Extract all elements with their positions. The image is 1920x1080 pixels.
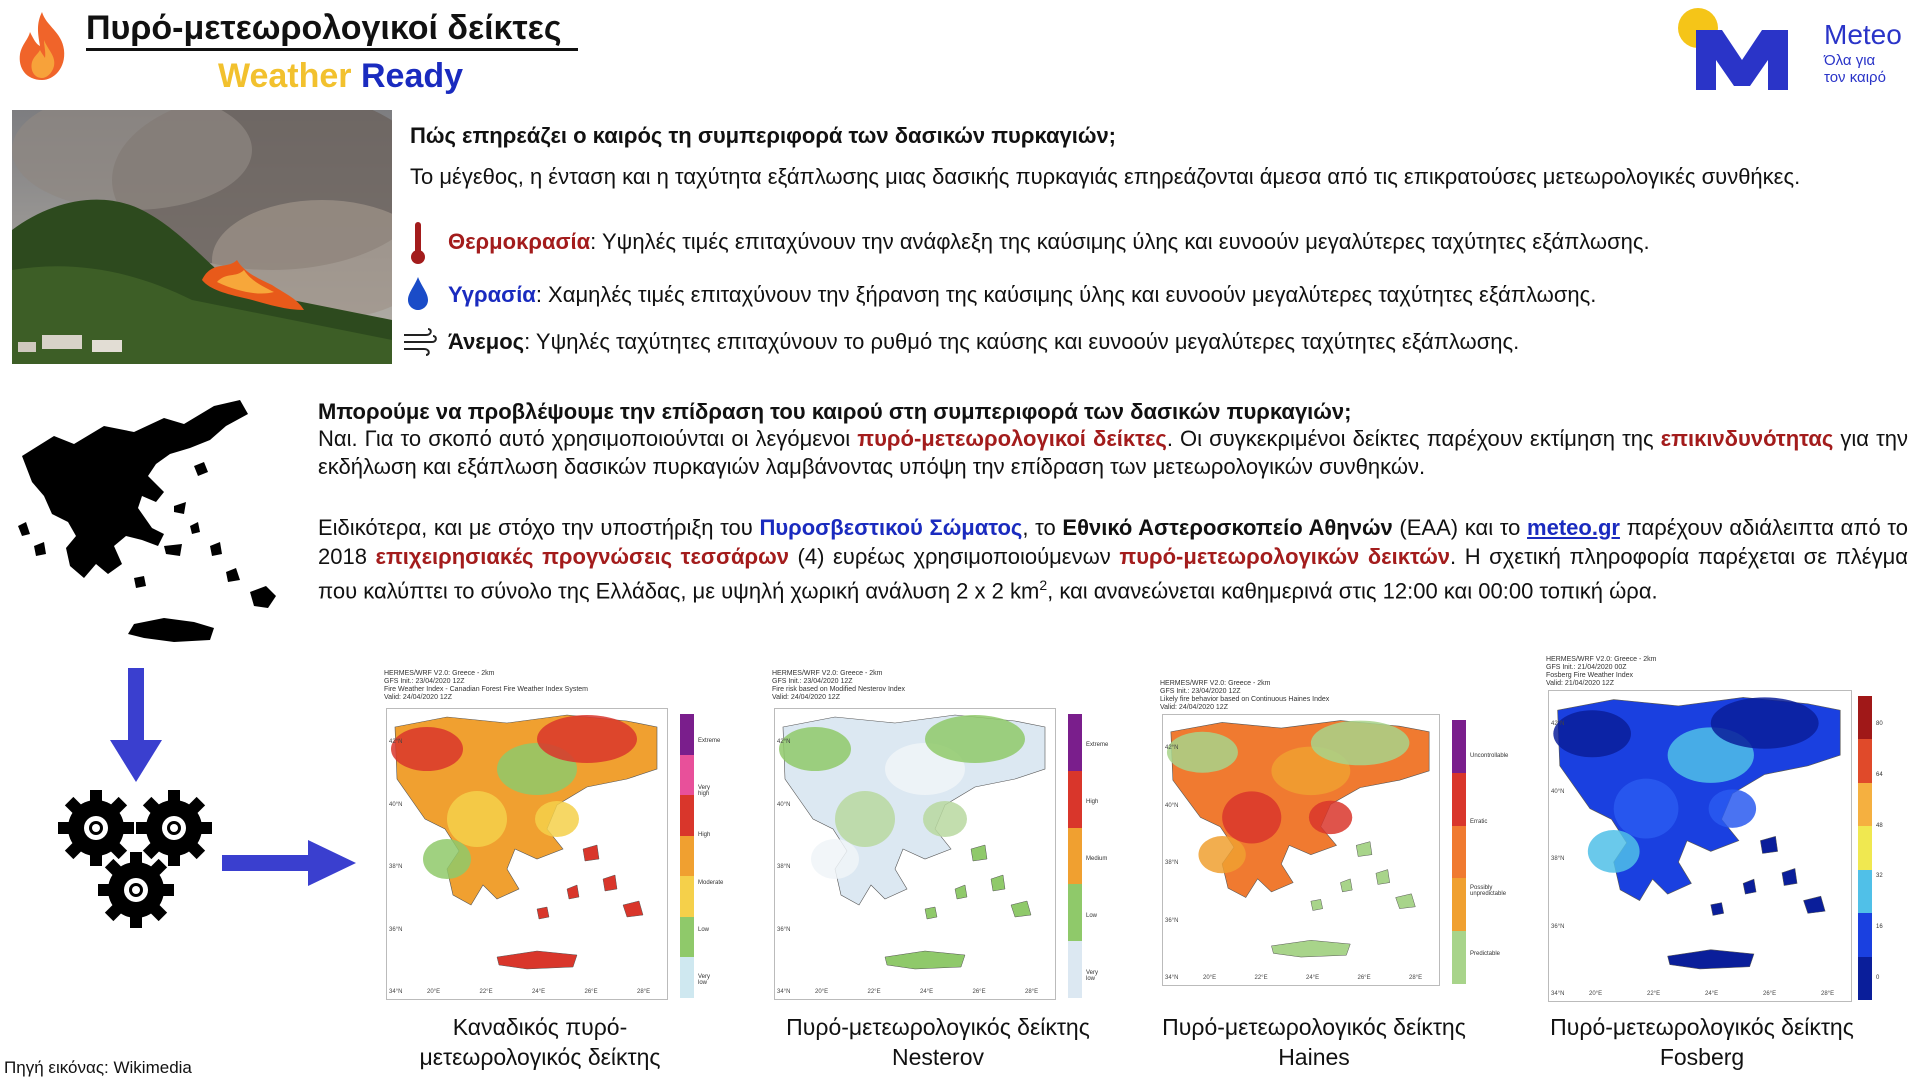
lat-tick: 38°N: [777, 864, 791, 870]
colorbar-label: 32: [1876, 873, 1883, 880]
colorbar-segment: [680, 957, 694, 998]
water-drop-icon: [406, 275, 430, 311]
p2-indices: πυρό-μετεωρολογικών δεικτών: [1119, 544, 1451, 569]
colorbar-label: Very high: [698, 785, 711, 797]
meteo-logo: [1676, 4, 1806, 94]
thermometer-icon: [408, 220, 428, 266]
lat-tick: 36°N: [1551, 923, 1565, 930]
lon-tick: 20°E: [427, 989, 441, 995]
logo-tagline-2: τον καιρό: [1824, 69, 1886, 86]
map-panel-haines: [1156, 676, 1509, 1006]
map-panel-nesterov: [768, 666, 1108, 1006]
colorbar-label: 48: [1876, 822, 1883, 829]
colorbar-segment: [1452, 773, 1466, 826]
colorbar-segment: [1068, 941, 1082, 998]
p2-text-i: (4) ευρέως χρησιμοποιούμενων: [788, 544, 1120, 569]
colorbar-segment: [680, 836, 694, 877]
lon-tick: 24°E: [1306, 975, 1320, 981]
colorbar-label: 64: [1876, 772, 1883, 778]
colorbar-label: 80: [1876, 721, 1883, 728]
lon-tick: 26°E: [1763, 991, 1777, 997]
lat-tick: 38°N: [389, 864, 403, 870]
colorbar-label: Extreme: [698, 737, 721, 744]
colorbar-label: Very low: [1086, 969, 1099, 982]
lat-tick: 40°N: [1165, 802, 1179, 809]
lat-tick: 40°N: [777, 801, 791, 808]
p2-observatory: Εθνικό Αστεροσκοπείο Αθηνών: [1062, 515, 1393, 540]
lon-tick: 26°E: [1357, 975, 1371, 981]
colorbar-segment: [680, 795, 694, 836]
lat-tick: 36°N: [777, 926, 791, 933]
greece-map-silhouette: [14, 396, 296, 656]
lat-tick: 40°N: [389, 801, 403, 808]
colorbar-label: Erratic: [1470, 819, 1488, 825]
colorbar-haines: [1452, 720, 1509, 984]
humidity-label: Υγρασία: [448, 282, 536, 307]
p2-superscript: 2: [1039, 577, 1048, 593]
wind-text: : Υψηλές ταχύτητες επιταχύνουν το ρυθμό της καύσης και ευνοούν μεγαλύτερες ταχύτητες εξάπλωσης.: [524, 329, 1520, 354]
page-subtitle: [218, 54, 463, 98]
p2-text-g: παρέχουν αδιάλειπτα από το 2018: [318, 515, 1909, 569]
map-meta: HERMES/WRF V2.0: Greece - 2km GFS Init.: 23/04/2020 12Z Fire risk based on Modified Nesterov Index Valid: 24/04/2020 12Z: [772, 670, 906, 701]
colorbar-label: Low: [1086, 912, 1098, 919]
map-nesterov: [774, 708, 1056, 1000]
colorbar-fosberg: [1858, 696, 1908, 1000]
p2-text-k: . Η σχετική πληροφορία παρέχεται σε πλέγμα που καλύπτει το σύνολο της Ελλάδας, με υψηλή χωρική ανάλυση 2 x 2 km: [318, 544, 1908, 604]
temperature-item: [448, 228, 1908, 256]
lon-tick: 28°E: [1025, 989, 1039, 995]
colorbar-segment: [1858, 913, 1872, 956]
humidity-item: [448, 281, 1908, 309]
lon-tick: 22°E: [479, 989, 493, 995]
lon-tick: 28°E: [637, 989, 651, 995]
lat-tick: 42°N: [1165, 745, 1179, 751]
colorbar-label: High: [698, 832, 711, 839]
colorbar-segment: [1858, 696, 1872, 739]
p2-fire-service: Πυροσβεστικού Σώματος: [759, 515, 1023, 540]
colorbar-label: 16: [1876, 924, 1883, 930]
lon-tick: 24°E: [920, 989, 934, 995]
lon-tick: 22°E: [867, 989, 881, 995]
lat-tick: 40°N: [1551, 788, 1565, 795]
map-panel-fosberg: [1542, 652, 1912, 1008]
colorbar-segment: [1858, 739, 1872, 782]
lat-tick: 34°N: [389, 989, 403, 995]
colorbar-segment: [1068, 771, 1082, 828]
lon-tick: 20°E: [1589, 991, 1603, 997]
lat-tick: 34°N: [1551, 991, 1565, 997]
lon-tick: 28°E: [1821, 991, 1835, 997]
p2-text-a: Ειδικότερα, και με στόχο την υποστήριξη του: [318, 515, 760, 540]
section2-question: Μπορούμε να προβλέψουμε την επίδραση του καιρού στη συμπεριφορά των δασικών πυρκαγιών;: [318, 399, 1352, 424]
lat-tick: 42°N: [389, 739, 403, 745]
colorbar-segment: [1452, 878, 1466, 931]
caption-haines: Πυρό-μετεωρολογικός δείκτης Haines: [1162, 1014, 1466, 1070]
p2-forecasts: επιχειρησιακές προγνώσεις τεσσάρων: [375, 544, 789, 569]
lat-tick: 42°N: [1551, 721, 1565, 727]
image-source: Πηγή εικόνας: Wikimedia: [4, 1058, 192, 1077]
lon-tick: 26°E: [584, 989, 598, 995]
lat-tick: 36°N: [1165, 917, 1179, 924]
lat-tick: 42°N: [777, 739, 791, 745]
lat-tick: 34°N: [1165, 975, 1179, 981]
colorbar-segment: [680, 714, 694, 755]
colorbar-segment: [1452, 931, 1466, 984]
colorbar-segment: [1452, 720, 1466, 773]
colorbar-segment: [1452, 826, 1466, 879]
p1-text-c: . Οι συγκεκριμένοι δείκτες παρέχουν εκτίμηση της: [1166, 426, 1661, 451]
arrow-down-icon: [108, 668, 164, 784]
colorbar-label: Uncontrollable: [1470, 753, 1509, 759]
colorbar-label: Predictable: [1470, 951, 1501, 957]
subtitle-ready: Ready: [360, 57, 464, 95]
colorbar-segment: [1068, 828, 1082, 885]
p1-text-e: για την εκδήλωση και εξάπλωση δασικών πυρκαγιών λαμβάνοντας υπόψη την επίδραση των μετεωρολογικών συνθηκών.: [318, 426, 1908, 479]
meteo-logo-text: [1824, 18, 1902, 86]
p1-text-a: Ναι. Για το σκοπό αυτό χρησιμοποιούνται οι λεγόμενοι: [318, 426, 858, 451]
colorbar-label: Possibly unpredictable: [1470, 885, 1507, 897]
map-meta: HERMES/WRF V2.0: Greece - 2km GFS Init.: 23/04/2020 12Z Fire Weather Index - Canadian Forest Fire Weather Index System Valid: 24/04/2020 12Z: [384, 670, 588, 701]
humidity-text: : Χαμηλές τιμές επιταχύνουν την ξήρανση της καύσιμης ύλης και ευνοούν μεγαλύτερες ταχύτητες εξάπλωσης.: [535, 282, 1597, 307]
meteo-gr-link[interactable]: meteo.gr: [1527, 515, 1620, 540]
colorbar-label: Extreme: [1086, 742, 1109, 749]
caption-fosberg: Πυρό-μετεωρολογικός δείκτης Fosberg: [1550, 1014, 1854, 1070]
colorbar-segment: [1858, 957, 1872, 1000]
colorbar-segment: [1858, 826, 1872, 869]
lon-tick: 22°E: [1254, 975, 1268, 981]
map-haines: [1162, 714, 1440, 986]
lat-tick: 34°N: [777, 989, 791, 995]
lon-tick: 20°E: [1203, 975, 1217, 981]
colorbar-nesterov: [1068, 714, 1108, 998]
lon-tick: 24°E: [532, 989, 546, 995]
p2-text-e: (ΕΑΑ) και το: [1392, 515, 1528, 540]
gears-icon: [58, 790, 214, 930]
caption-canadian: Καναδικός πυρό- μετεωρολογικός δείκτης: [419, 1014, 661, 1070]
wind-label: Άνεμος: [448, 329, 525, 354]
caption-nesterov: Πυρό-μετεωρολογικός δείκτης Nesterov: [786, 1014, 1090, 1070]
lat-tick: 36°N: [389, 926, 403, 933]
wind-icon: [402, 327, 438, 357]
colorbar-label: Low: [698, 927, 710, 933]
lon-tick: 20°E: [815, 989, 829, 995]
map-panel-canadian: [380, 666, 724, 1006]
lon-tick: 26°E: [972, 989, 986, 995]
arrow-right-icon: [222, 840, 356, 886]
lat-tick: 38°N: [1165, 860, 1179, 866]
map-meta: HERMES/WRF V2.0: Greece - 2km GFS Init.: 21/04/2020 00Z Fosberg Fire Weather Index Valid: 21/04/2020 12Z: [1546, 656, 1657, 687]
lat-tick: 38°N: [1551, 856, 1565, 862]
page-title: Πυρό-μετεωρολογικοί δείκτες: [86, 8, 578, 51]
colorbar-segment: [680, 755, 694, 796]
p1-fire-indices: πυρό-μετεωρολογικοί δείκτες: [857, 426, 1167, 451]
p1-risk: επικινδυνότητας: [1660, 426, 1834, 451]
colorbar-label: Moderate: [698, 879, 724, 886]
p2-text-c: , το: [1022, 515, 1063, 540]
lon-tick: 22°E: [1647, 991, 1661, 997]
section1-question: Πώς επηρεάζει ο καιρός τη συμπεριφορά των δασικών πυρκαγιών;: [410, 123, 1117, 148]
wildfire-photo: [12, 110, 392, 364]
colorbar-segment: [1858, 783, 1872, 826]
subtitle-weather: Weather: [218, 57, 352, 95]
colorbar-canadian: [680, 714, 724, 998]
fire-icon: [12, 10, 76, 82]
colorbar-segment: [1068, 884, 1082, 941]
lon-tick: 28°E: [1409, 975, 1423, 981]
logo-name: Meteo: [1824, 19, 1902, 50]
p2-text-l: , και ανανεώνεται καθημερινά στις 12:00 και 00:00 τοπική ώρα.: [1047, 578, 1658, 604]
section2-paragraph-1: [318, 425, 1908, 481]
colorbar-label: Medium: [1086, 856, 1108, 862]
section2-paragraph-2: [318, 513, 1908, 605]
temperature-text: : Υψηλές τιμές επιταχύνουν την ανάφλεξη της καύσιμης ύλης και ευνοούν μεγαλύτερες ταχύτητες εξάπλωσης.: [590, 229, 1650, 254]
colorbar-label: High: [1086, 799, 1099, 806]
lon-tick: 24°E: [1705, 991, 1719, 997]
colorbar-segment: [680, 917, 694, 958]
map-meta: HERMES/WRF V2.0: Greece - 2km GFS Init.: 23/04/2020 12Z Likely fire behavior based on Continuous Haines Index Valid: 24/04/2020 12Z: [1160, 680, 1330, 711]
colorbar-label: Very low: [698, 974, 711, 987]
logo-tagline-1: Όλα για: [1824, 52, 1876, 69]
colorbar-label: 0: [1876, 974, 1880, 981]
temperature-label: Θερμοκρασία: [448, 229, 591, 254]
colorbar-segment: [1068, 714, 1082, 771]
colorbar-segment: [1858, 870, 1872, 913]
section1-intro: Το μέγεθος, η ένταση και η ταχύτητα εξάπλωσης μιας δασικής πυρκαγιάς επηρεάζονται άμεσα από τις επικρατούσες μετεωρολογικές συνθήκες.: [410, 164, 1801, 189]
map-fosberg: [1548, 690, 1852, 1002]
wind-item: [448, 328, 1908, 356]
map-canadian: [386, 708, 668, 1000]
colorbar-segment: [680, 876, 694, 917]
